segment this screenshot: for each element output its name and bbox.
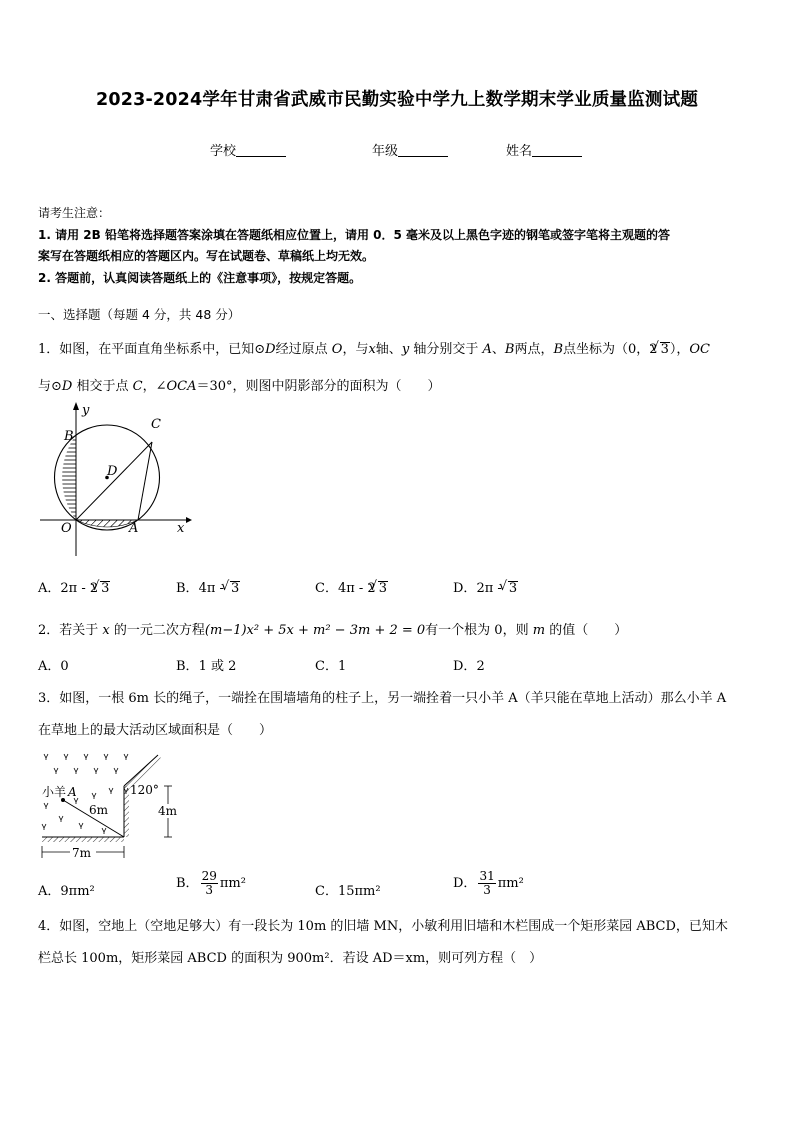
q3-line-1: 3．如图，一根 6m 长的绳子，一端拴在围墙墙角的柱子上，另一端拴着一只小羊 A（羊只能在草地上活动）那么小羊 A (38, 691, 727, 706)
rope-length: 6m (89, 803, 109, 817)
q3-option-d: D． $\frac{31}{3}$ πm² (453, 869, 524, 897)
notice-heading: 请考生注意： (38, 206, 111, 220)
q2-option-d: D．2 (453, 659, 485, 674)
q3-option-c: C．15πm² (315, 884, 381, 899)
label-y: y (82, 403, 90, 418)
label-b: B (64, 429, 74, 444)
school-field (210, 140, 286, 159)
name-label: 姓名 (506, 144, 533, 159)
school-blank (236, 145, 286, 157)
q1-line-2: 与⊙D 相交于点 C，∠OCA＝30°，则图中阴影部分的面积为（ ） (38, 379, 441, 394)
wall-height: 4m (158, 804, 178, 818)
section-heading: 一、选择题（每题 4 分，共 48 分） (38, 307, 241, 322)
label-a: A (129, 521, 139, 536)
name-blank (532, 145, 582, 157)
grade-blank (398, 145, 448, 157)
q2-option-c: C．1 (315, 659, 347, 674)
label-c: C (151, 417, 161, 432)
q1-circle-figure (34, 398, 196, 558)
notice-item-2: 2. 答题前，认真阅读答题纸上的《注意事项》，按规定答题。 (38, 270, 362, 285)
q2-stem: 2．若关于 x 的一元二次方程(m−1)x² + 5x + m² − 3m + 2 = 0有一个根为 0，则 m 的值（ ） (38, 623, 628, 638)
q2-option-b: B．1 或 2 (176, 659, 237, 674)
notice-item-1b: 案写在答题纸相应的答题区内。写在试题卷、草稿纸上均无效。 (38, 249, 375, 263)
q1-option-d: D．2π - √ 3 (453, 577, 518, 596)
q1-option-a: A．2π - 2√ 3 (38, 577, 110, 596)
q1-line-1: 1．如图，在平面直角坐标系中，已知⊙D经过原点 O，与x轴、y 轴分别交于 A、B两点，B点坐标为（0，2√ 3），OC (38, 338, 710, 357)
q3-sheep-figure (34, 748, 184, 862)
sheep-label: 小羊 (42, 785, 67, 799)
angle-label: 120° (130, 783, 159, 797)
label-o: O (61, 521, 72, 536)
label-x: x (177, 521, 185, 536)
q3-option-a: A．9πm² (38, 884, 95, 899)
q3-line-2: 在草地上的最大活动区域面积是（ ） (38, 723, 273, 738)
bottom-wall (42, 837, 124, 842)
q3-option-b: B． $\frac{29}{3}$ πm² (176, 869, 246, 897)
q1-option-c: C．4π - 2√ 3 (315, 577, 388, 596)
q1-option-b: B．4π - √ 3 (176, 577, 240, 596)
name-field (506, 140, 582, 159)
q4-line-1: 4．如图，空地上（空地足够大）有一段长为 10m 的旧墙 MN，小敏利用旧墙和木栏围成一个矩形菜园 ABCD，已知木 (38, 919, 728, 934)
sheep-a-label: A (68, 785, 77, 799)
grade-field (372, 140, 448, 159)
q4-line-2: 栏总长 100m，矩形菜园 ABCD 的面积为 900m²．若设 AD＝xm，则可列方程（ ） (38, 951, 543, 966)
base-length: 7m (72, 846, 92, 860)
q2-option-a: A．0 (38, 659, 69, 674)
notice-item-1a: 1. 请用 2B 铅笔将选择题答案涂填在答题纸相应位置上，请用 0．5 毫米及以上黑色字迹的钢笔或签字笔将主观题的答 (38, 227, 670, 242)
exam-notice (38, 203, 760, 289)
page-title: 2023-2024学年甘肃省武威市民勤实验中学九上数学期末学业质量监测试题 (95, 90, 699, 110)
label-d: D (107, 464, 118, 479)
school-label: 学校 (210, 144, 237, 159)
grade-label: 年级 (372, 144, 399, 159)
